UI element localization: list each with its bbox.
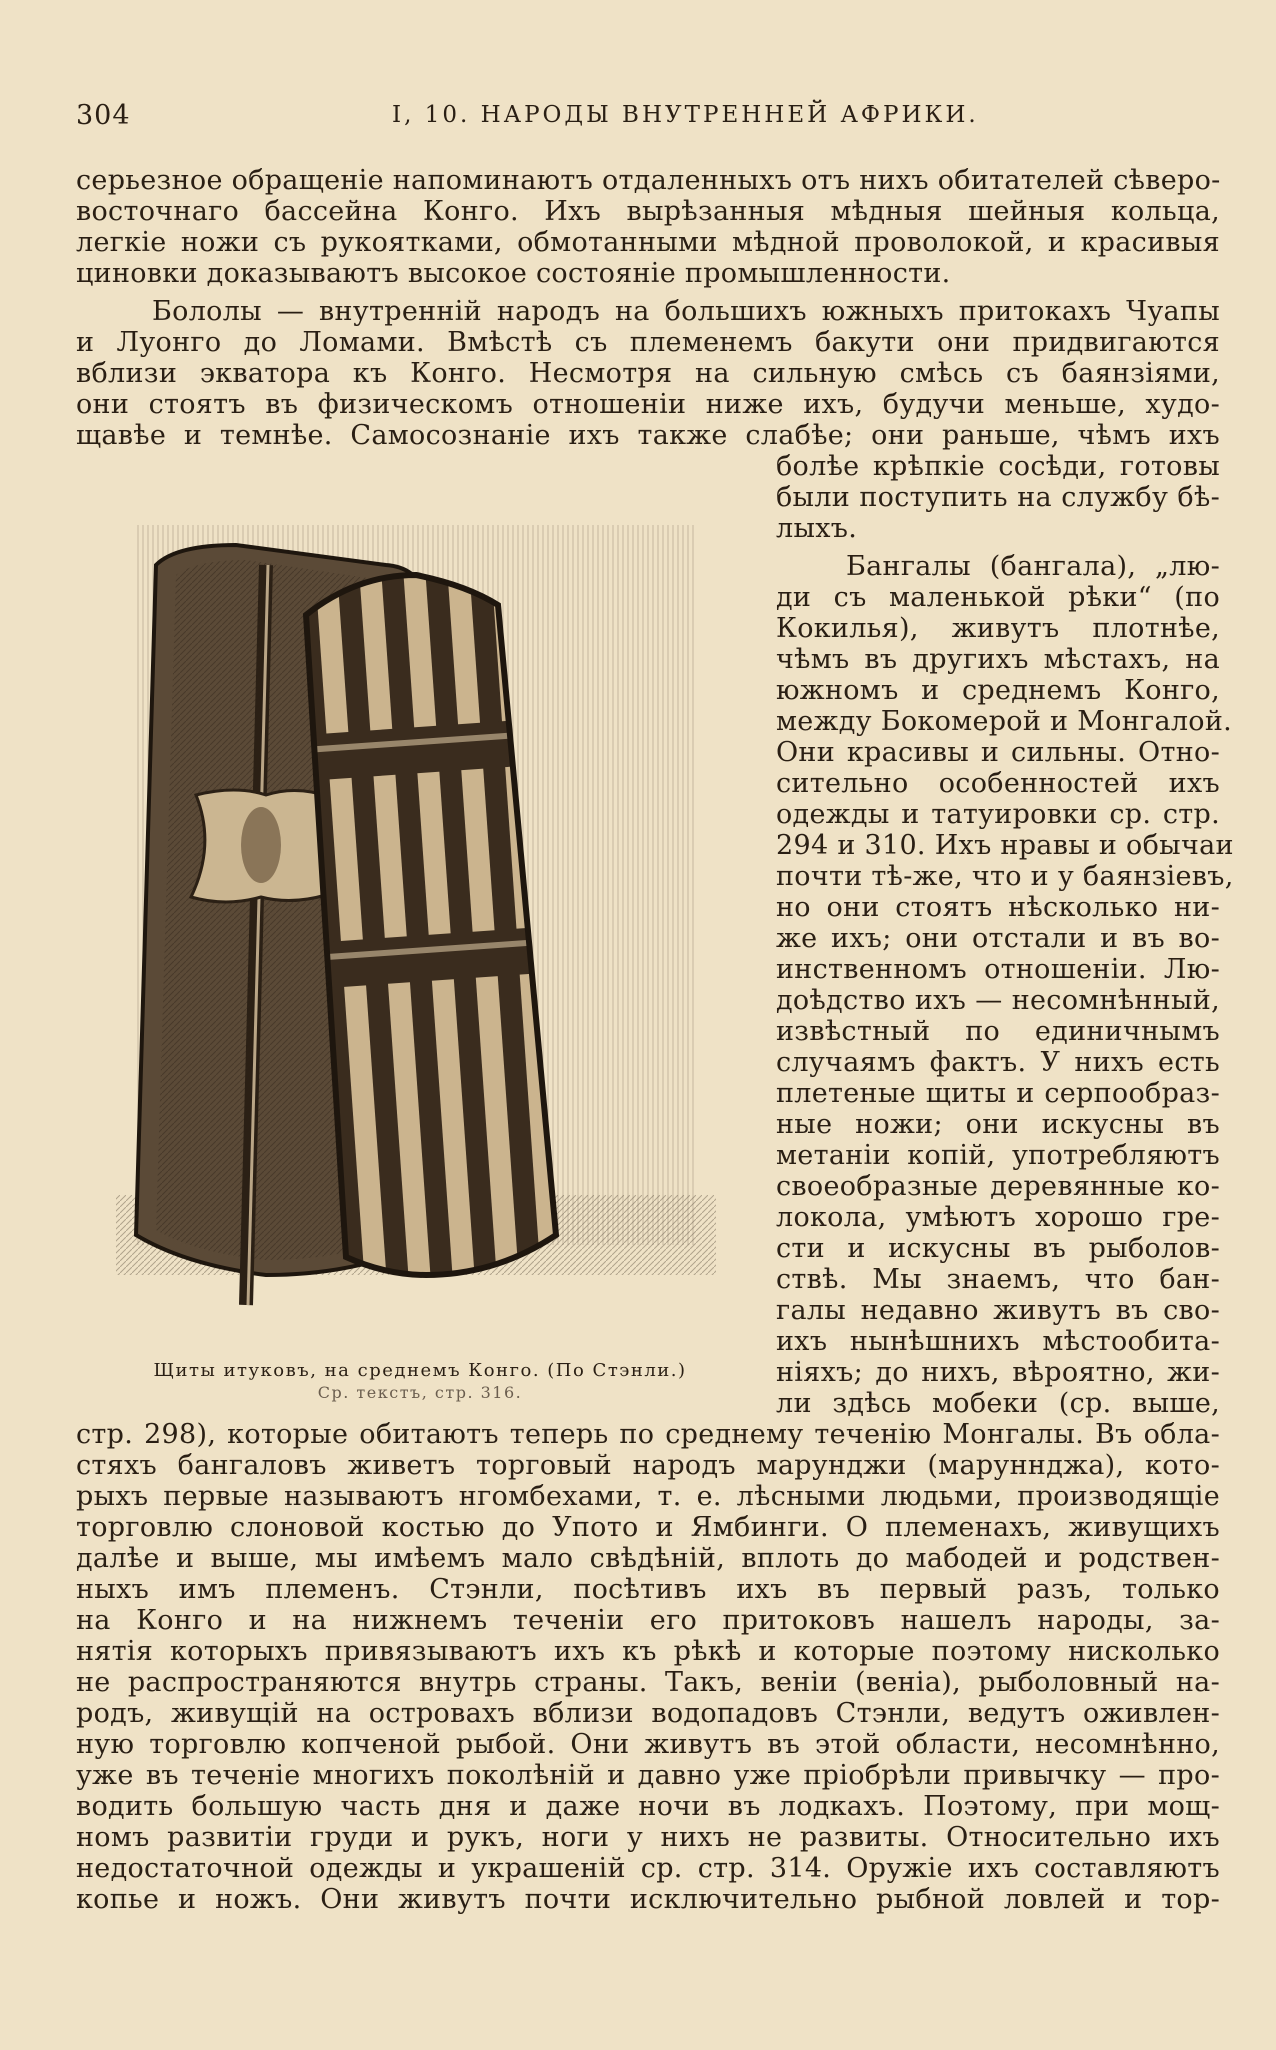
text-line: не распространяются внутрь страны. Такъ, венiи (венiа), рыболовный на- — [76, 1667, 1220, 1698]
column-line: чѣмъ въ другихъ мѣстахъ, на — [776, 644, 1220, 675]
caption-title: Щиты итуковъ, на среднемъ Конго. (По Стэнли.) — [153, 1360, 687, 1381]
text-line: на Конго и на нижнемъ теченiи его притоковъ нашелъ народы, за- — [76, 1605, 1220, 1636]
column-line: но они стоятъ нѣсколько ни- — [776, 892, 1220, 923]
text-line: они стоятъ въ физическомъ отношенiи ниже ихъ, будучи меньше, худо- — [76, 389, 1220, 420]
column-line: ли здѣсь мобеки (ср. выше, — [776, 1388, 1220, 1419]
text-line: легкiе ножи съ рукоятками, обмотанными мѣдной проволокой, и красивыя — [76, 227, 1220, 258]
column-line: извѣстный по единичнымъ — [776, 1016, 1220, 1047]
text-line: стяхъ бангаловъ живетъ торговый народъ марунджи (маруннджа), кото- — [76, 1450, 1220, 1481]
text-line: стр. 298), которые обитаютъ теперь по среднему теченiю Монгалы. Въ обла- — [76, 1419, 1220, 1450]
text-line: нятiя которыхъ привязываютъ ихъ къ рѣкѣ и которые поэтому нисколько — [76, 1636, 1220, 1667]
text-line: восточнаго бассейна Конго. Ихъ вырѣзанныя мѣдныя шейныя кольца, — [76, 196, 1220, 227]
running-head: I, 10. НАРОДЫ ВНУТРЕННЕЙ АФРИКИ. — [392, 102, 979, 128]
text-line: торговлю слоновой костью до Упото и Ямбинги. О племенахъ, живущихъ — [76, 1512, 1220, 1543]
text-line: рыхъ первые называютъ нгомбехами, т. е. лѣсными людьми, производящiе — [76, 1481, 1220, 1512]
text-line: серьезное обращенiе напоминаютъ отдаленныхъ отъ нихъ обитателей сѣверо- — [76, 165, 1221, 196]
text-line: водить большую часть дня и даже ночи въ лодкахъ. Поэтому, при мощ- — [76, 1791, 1220, 1822]
caption-reference: Ср. текстъ, стр. 316. — [317, 1383, 523, 1402]
text-line: и Луонго до Ломами. Вмѣстѣ съ племенемъ бакути они придвигаются — [76, 327, 1220, 358]
column-line: 294 и 310. Ихъ нравы и обычаи — [776, 830, 1234, 861]
column-line: болѣе крѣпкiе сосѣди, готовы — [776, 451, 1220, 482]
column-line: случаямъ фактъ. У нихъ есть — [776, 1047, 1220, 1078]
text-line: недостаточной одежды и украшенiй ср. стр. 314. Оружiе ихъ составляютъ — [76, 1853, 1220, 1884]
column-line: лыхъ. — [776, 513, 858, 544]
column-line: плетеные щиты и серпообраз- — [776, 1078, 1220, 1109]
column-line: инственномъ отношенiи. Лю- — [776, 954, 1220, 985]
column-line: были поступить на службу бѣ- — [776, 482, 1220, 513]
grip-hollow — [241, 807, 281, 883]
column-line: ствѣ. Мы знаемъ, что бан- — [776, 1264, 1220, 1295]
text-line: номъ развитiи груди и рукъ, ноги у нихъ не развиты. Относительно ихъ — [76, 1822, 1220, 1853]
column-line: ихъ нынѣшнихъ мѣстообита- — [776, 1326, 1220, 1357]
column-line: нiяхъ; до нихъ, вѣроятно, жи- — [776, 1357, 1220, 1388]
text-line: щавѣе и темнѣе. Самосознанiе ихъ также слабѣе; они раньше, чѣмъ ихъ — [76, 420, 1220, 451]
text-line: копье и ножъ. Они живутъ почти исключительно рыбной ловлей и тор- — [76, 1884, 1220, 1915]
text-line: ныхъ имъ племенъ. Стэнли, посѣтивъ ихъ въ первый разъ, только — [76, 1574, 1220, 1605]
text-line: ную торговлю копченой рыбой. Они живутъ въ этой области, несомнѣнно, — [76, 1729, 1220, 1760]
column-line: сительно особенностей ихъ — [776, 768, 1220, 799]
column-line: своеобразные деревянные ко- — [776, 1171, 1220, 1202]
page-header — [76, 100, 1226, 140]
column-line: же ихъ; они отстали и въ во- — [776, 923, 1220, 954]
text-line: циновки доказываютъ высокое состоянiе промышленности. — [76, 258, 951, 289]
column-line: между Бокомерой и Монгалой. — [776, 706, 1233, 737]
text-line: уже въ теченiе многихъ поколѣнiй и давно уже прiобрѣли привычку — про- — [76, 1760, 1220, 1791]
text-line: родъ, живущiй на островахъ вблизи водопадовъ Стэнли, ведутъ оживлен- — [76, 1698, 1220, 1729]
column-line: Бангалы (бангала), „лю- — [846, 551, 1220, 582]
page-number: 304 — [76, 100, 131, 131]
column-line: локола, умѣютъ хорошо гре- — [776, 1202, 1220, 1233]
shields-illustration — [96, 505, 746, 1315]
figure-caption — [80, 1360, 760, 1404]
column-line: метанiи копiй, употребляютъ — [776, 1140, 1220, 1171]
column-line: одежды и татуировки ср. стр. — [776, 799, 1220, 830]
column-line: доѣдство ихъ — несомнѣнный, — [776, 985, 1220, 1016]
column-line: почти тѣ-же, что и у баянзiевъ, — [776, 861, 1234, 892]
column-line: Они красивы и сильны. Отно- — [776, 737, 1220, 768]
text-line: вблизи экватора къ Конго. Несмотря на сильную смѣсь съ баянзiями, — [76, 358, 1220, 389]
text-line: Бололы — внутреннiй народъ на большихъ южныхъ притокахъ Чуапы — [152, 296, 1220, 327]
column-line: Кокилья), живутъ плотнѣе, — [776, 613, 1220, 644]
column-line: ди съ маленькой рѣки“ (по — [776, 582, 1220, 613]
column-line: галы недавно живутъ въ сво- — [776, 1295, 1220, 1326]
column-line: южномъ и среднемъ Конго, — [776, 675, 1220, 706]
column-line: сти и искусны въ рыболов- — [776, 1233, 1220, 1264]
column-line: ные ножи; они искусны въ — [776, 1109, 1220, 1140]
text-line: далѣе и выше, мы имѣемъ мало свѣдѣнiй, вплоть до мабодей и родствен- — [76, 1543, 1220, 1574]
